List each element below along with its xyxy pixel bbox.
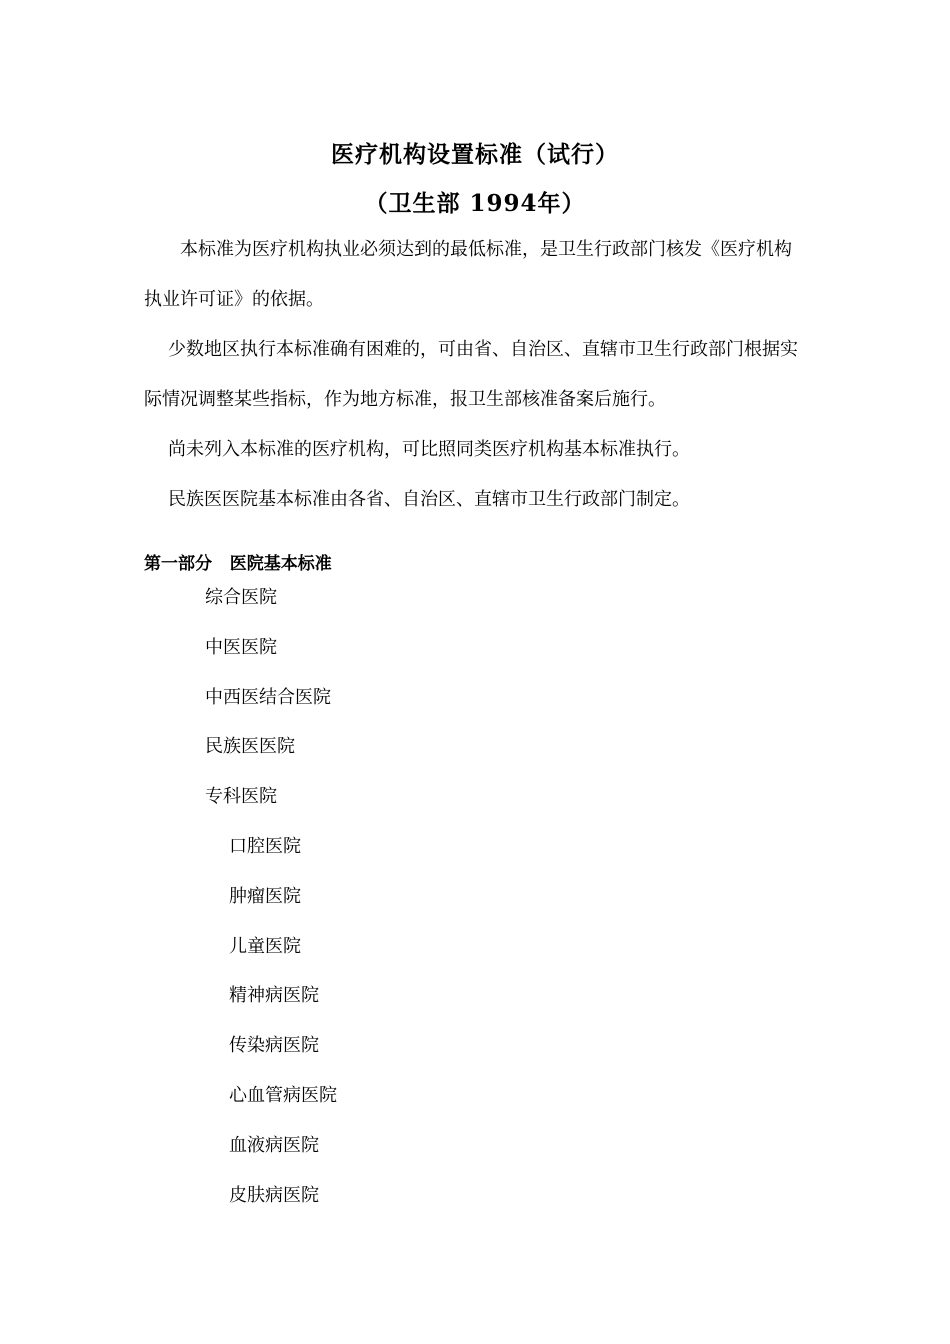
paragraph-unlisted-institutions: 尚未列入本标准的医疗机构，可比照同类医疗机构基本标准执行。 (168, 439, 690, 460)
part-one-heading: 第一部分 医院基本标准 (144, 554, 332, 574)
specialty-hospital-list (229, 835, 337, 1233)
list-item: 专科医院 (205, 786, 277, 808)
list-item: 民族医医院 (205, 736, 295, 758)
list-item: 精神病医院 (229, 985, 319, 1007)
paragraph-ethnic-hospitals: 民族医医院基本标准由各省、自治区、直辖市卫生行政部门制定。 (168, 489, 690, 510)
list-item: 心血管病医院 (229, 1084, 337, 1106)
paragraph-scope: 本标准为医疗机构执业必须达到的最低标准，是卫生行政部门核发《医疗机构执业许可证》的依据。 (144, 239, 792, 310)
paragraph-local-adjustment: 少数地区执行本标准确有困难的，可由省、自治区、直辖市卫生行政部门根据实际情况调整某些指标，作为地方标准，报卫生部核准备案后施行。 (144, 339, 798, 410)
list-item: 传染病医院 (229, 1035, 319, 1057)
list-item: 中医医院 (205, 636, 277, 658)
list-item: 血液病医院 (229, 1134, 319, 1156)
list-item: 中西医结合医院 (205, 686, 331, 708)
list-item: 儿童医院 (229, 935, 301, 957)
document-title: 医疗机构设置标准（试行） (331, 141, 619, 168)
document-subtitle: （卫生部 1994年） (364, 190, 586, 217)
list-item: 皮肤病医院 (229, 1184, 319, 1206)
hospital-type-list (205, 586, 331, 835)
list-item: 肿瘤医院 (229, 885, 301, 907)
list-item: 综合医院 (205, 587, 277, 608)
list-item: 口腔医院 (229, 836, 301, 857)
